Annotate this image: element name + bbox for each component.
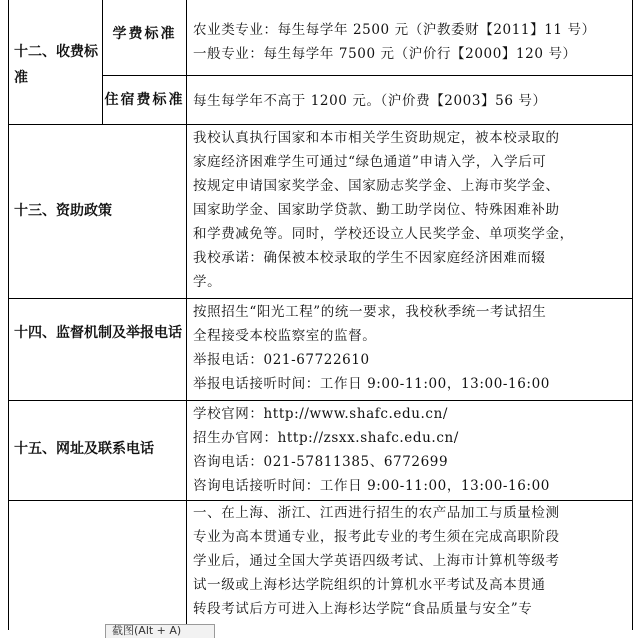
aid-line-1: 我校认真执行国家和本市相关学生资助规定，被本校录取的 xyxy=(193,130,560,146)
contact-heading-text: 十五、网址及联系电话 xyxy=(14,441,154,457)
other-line-3: 学业后，通过全国大学英语四级考试、上海市计算机等级考 xyxy=(193,553,560,569)
lodging-line-1: 每生每学年不高于 1200 元。（沪价费【2003】56 号） xyxy=(193,93,547,109)
aid-line-2: 家庭经济困难学生可通过“绿色通道”申请入学，入学后可 xyxy=(193,154,547,170)
screenshot-tool-tab[interactable] xyxy=(105,624,215,638)
tuition-content xyxy=(187,18,632,74)
screenshot-tool-tab-label: 截图(Alt + A) xyxy=(112,624,182,637)
supervision-line-2: 全程接受本校监察室的监督。 xyxy=(193,328,377,344)
fees-heading xyxy=(14,32,104,98)
tuition-label xyxy=(103,8,186,58)
tuition-line-1: 农业类专业：每生每学年 2500 元（沪教委财【2011】11 号） xyxy=(193,22,596,38)
row-divider-12-13 xyxy=(8,124,633,125)
column-divider-1 xyxy=(102,0,103,124)
contact-content xyxy=(187,402,632,500)
aid-heading xyxy=(14,200,184,226)
lodging-content xyxy=(187,89,632,119)
row-divider-fees-sub xyxy=(102,75,633,76)
contact-heading xyxy=(14,438,186,464)
lodging-label xyxy=(103,76,186,124)
row-divider-14-15 xyxy=(8,400,633,401)
aid-line-4: 国家助学金、国家助学贷款、勤工助学岗位、特殊困难补助 xyxy=(193,202,560,218)
lodging-label-text: 住宿费标准 xyxy=(104,92,185,108)
column-divider-2 xyxy=(186,0,187,630)
table-border-right xyxy=(632,0,633,630)
supervision-heading-text: 十四、监督机制及举报电话 xyxy=(14,325,182,341)
aid-line-6: 我校承诺：确保被本校录取的学生不因家庭经济困难而辍 xyxy=(193,250,546,266)
aid-line-3: 按规定申请国家奖学金、国家励志奖学金、上海市奖学金、 xyxy=(193,178,560,194)
other-line-5: 转段考试后方可进入上海杉达学院“食品质量与安全”专 xyxy=(193,601,533,617)
supervision-line-3: 举报电话：021-67722610 xyxy=(193,352,370,368)
supervision-line-1: 按照招生“阳光工程”的统一要求，我校秋季统一考试招生 xyxy=(193,304,547,320)
aid-line-5: 和学费减免等。同时，学校还设立人民奖学金、单项奖学金， xyxy=(193,226,574,242)
aid-content xyxy=(187,126,632,298)
aid-line-7: 学。 xyxy=(193,274,222,290)
other-line-2: 专业为高本贯通专业，报考此专业的考生须在完成高职阶段 xyxy=(193,529,560,545)
tuition-line-2: 一般专业：每生每学年 7500 元（沪价行【2000】120 号） xyxy=(193,46,577,62)
other-line-4: 试一级或上海杉达学院组织的计算机水平考试及高本贯通 xyxy=(193,577,546,593)
contact-line-2: 招生办官网：http://zsxx.shafc.edu.cn/ xyxy=(193,430,459,446)
supervision-heading xyxy=(14,320,186,376)
tuition-label-text: 学费标准 xyxy=(112,26,177,42)
supervision-content xyxy=(187,300,632,400)
contact-line-1: 学校官网：http://www.shafc.edu.cn/ xyxy=(193,406,449,422)
table-border-left xyxy=(8,0,9,630)
other-line-1: 一、在上海、浙江、江西进行招生的农产品加工与质量检测 xyxy=(193,505,560,521)
other-content xyxy=(187,501,632,630)
row-divider-15-16 xyxy=(8,500,633,501)
contact-line-4: 咨询电话接听时间：工作日 9:00-11:00，13:00-16:00 xyxy=(193,478,550,494)
row-divider-13-14 xyxy=(8,298,633,299)
contact-line-3: 咨询电话：021-57811385、6772699 xyxy=(193,454,449,470)
supervision-line-4: 举报电话接听时间：工作日 9:00-11:00，13:00-16:00 xyxy=(193,376,550,392)
aid-heading-text: 十三、资助政策 xyxy=(14,203,112,219)
fees-heading-text: 十二、收费标准 xyxy=(14,44,98,86)
